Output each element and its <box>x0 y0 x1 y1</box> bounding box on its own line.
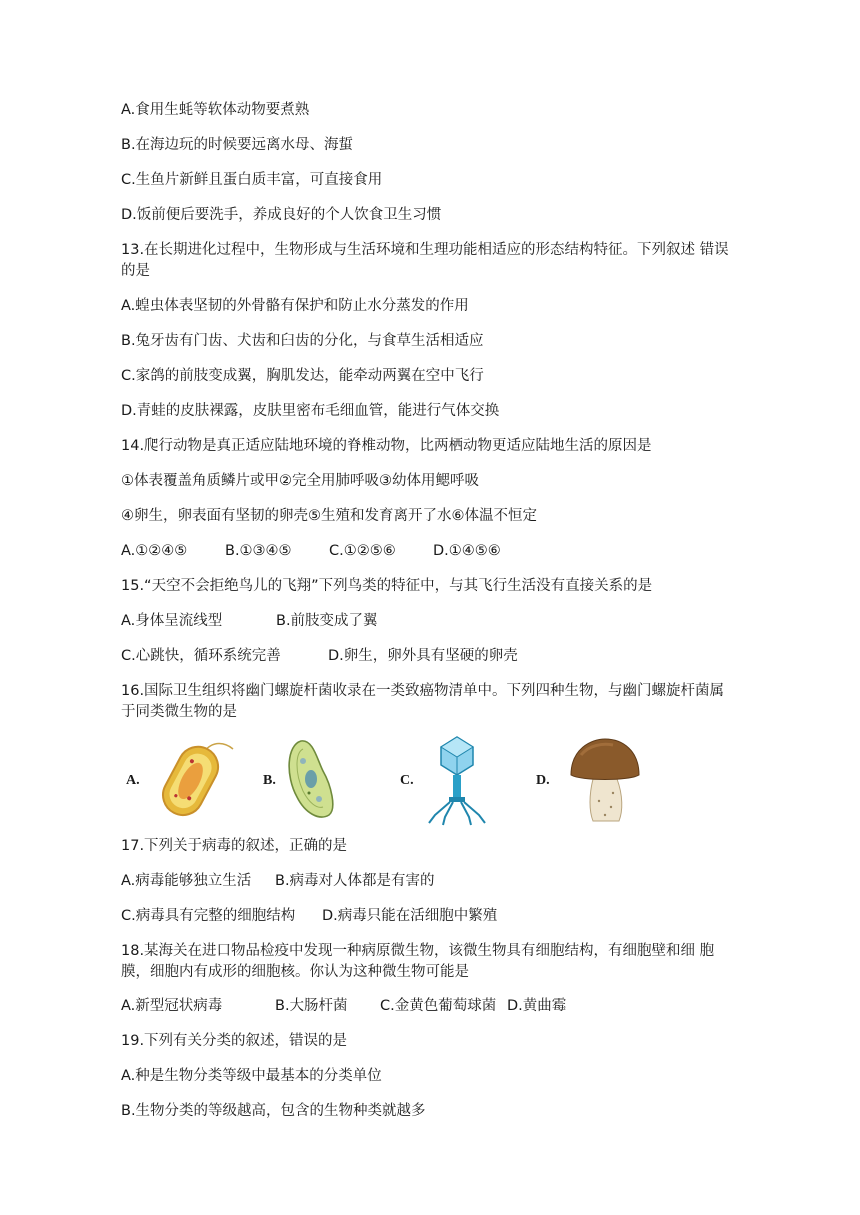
paramecium-icon <box>257 735 377 825</box>
q13-option-a: A.蝗虫体表坚韧的外骨骼有保护和防止水分蒸发的作用 <box>121 298 469 314</box>
q17-option-a: A.病毒能够独立生活 <box>121 873 252 889</box>
q15-option-d: D.卵生，卵外具有坚硬的卵壳 <box>328 648 518 664</box>
q17-option-b: B.病毒对人体都是有害的 <box>275 873 435 889</box>
q14-option-c: C.①②⑤⑥ <box>329 543 396 559</box>
q14-items-2: ④卵生，卵表面有坚韧的卵壳⑤生殖和发育离开了水⑥体温不恒定 <box>121 508 537 524</box>
figure-c <box>397 735 537 825</box>
q18-option-d: D.黄曲霉 <box>507 998 567 1014</box>
q14-stem: 14.爬行动物是真正适应陆地环境的脊椎动物，比两栖动物更适应陆地生活的原因是 <box>121 438 652 454</box>
q14-options <box>121 541 501 561</box>
q17-option-c: C.病毒具有完整的细胞结构 <box>121 908 296 924</box>
q14-option-d: D.①④⑤⑥ <box>433 543 501 559</box>
q12-option-a: A.食用生蚝等软体动物要煮熟 <box>121 102 310 118</box>
q18-option-c: C.金黄色葡萄球菌 <box>380 998 497 1014</box>
q15-option-a: A.身体呈流线型 <box>121 613 223 629</box>
q12-option-b: B.在海边玩的时候要远离水母、海蜇 <box>121 137 354 153</box>
bacteriophage-icon <box>397 735 537 825</box>
figure-d <box>533 735 663 825</box>
q15-options-row1 <box>121 611 378 631</box>
q19-option-b: B.生物分类的等级越高，包含的生物种类就越多 <box>121 1103 426 1119</box>
q17-options-row2 <box>121 906 497 926</box>
q17-options-row1 <box>121 871 435 891</box>
q18-option-b: B.大肠杆菌 <box>275 998 348 1014</box>
mushroom-icon <box>533 735 663 825</box>
q15-stem: 15.“天空不会拒绝鸟儿的飞翔”下列鸟类的特征中，与其飞行生活没有直接关系的是 <box>121 578 653 594</box>
figure-b <box>257 735 377 825</box>
q13-option-b: B.兔牙齿有门齿、犬齿和臼齿的分化，与食草生活相适应 <box>121 333 484 349</box>
q17-option-d: D.病毒只能在活细胞中繁殖 <box>322 908 498 924</box>
q18-stem: 18.某海关在进口物品检疫中发现一种病原微生物，该微生物具有细胞结构，有细胞壁和细 胞膜，细胞内有成形的细胞核。你认为这种微生物可能是 <box>121 943 715 980</box>
q12-option-d: D.饭前便后要洗手，养成良好的个人饮食卫生习惯 <box>121 207 442 223</box>
q18-options <box>121 996 566 1016</box>
bacterium-icon <box>121 735 241 825</box>
q15-option-b: B.前肢变成了翼 <box>276 613 378 629</box>
q13-option-d: D.青蛙的皮肤裸露，皮肤里密布毛细血管，能进行气体交换 <box>121 403 500 419</box>
q19-stem: 19.下列有关分类的叙述，错误的是 <box>121 1033 348 1049</box>
figure-b-label: B. <box>263 773 276 788</box>
q14-option-b: B.①③④⑤ <box>225 543 292 559</box>
q13-option-c: C.家鸽的前肢变成翼，胸肌发达，能牵动两翼在空中飞行 <box>121 368 484 384</box>
q13-stem: 13.在长期进化过程中，生物形成与生活环境和生理功能相适应的形态结构特征。下列叙述 错误的是 <box>121 242 729 279</box>
q17-stem: 17.下列关于病毒的叙述，正确的是 <box>121 838 348 854</box>
q19-option-a: A.种是生物分类等级中最基本的分类单位 <box>121 1068 382 1084</box>
q15-option-c: C.心跳快，循环系统完善 <box>121 648 281 664</box>
q14-option-a: A.①②④⑤ <box>121 543 188 559</box>
q12-option-c: C.生鱼片新鲜且蛋白质丰富，可直接食用 <box>121 172 383 188</box>
q16-figures <box>121 735 681 825</box>
figure-c-label: C. <box>400 773 414 788</box>
q16-stem: 16.国际卫生组织将幽门螺旋杆菌收录在一类致癌物清单中。下列四种生物，与幽门螺旋杆菌属于同类微生物的是 <box>121 683 725 720</box>
q15-options-row2 <box>121 646 518 666</box>
q18-option-a: A.新型冠状病毒 <box>121 998 223 1014</box>
q14-items-1: ①体表覆盖角质鳞片或甲②完全用肺呼吸③幼体用鳃呼吸 <box>121 473 479 489</box>
figure-a-label: A. <box>126 773 140 788</box>
figure-a <box>121 735 241 825</box>
figure-d-label: D. <box>536 773 550 788</box>
